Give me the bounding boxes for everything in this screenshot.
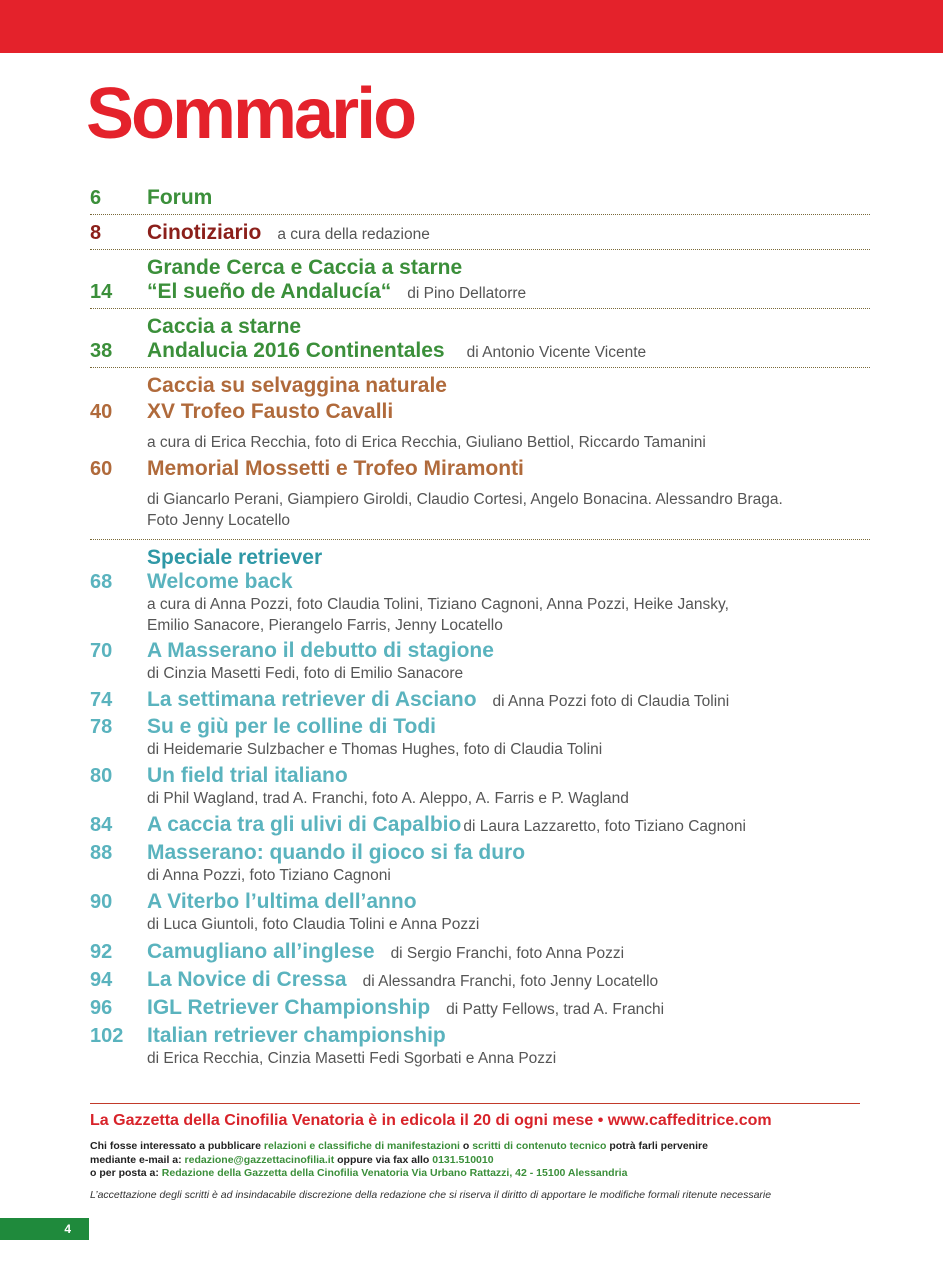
footer-divider <box>90 1103 860 1104</box>
toc-entry-camugliano[interactable] <box>90 940 870 964</box>
page-number: 68 <box>90 571 113 593</box>
entry-byline: Emilio Sanacore, Pierangelo Farris, Jenny Locatello <box>147 617 503 634</box>
toc-entry-masserano-duro[interactable] <box>90 841 870 886</box>
divider <box>90 367 870 368</box>
entry-byline: di Anna Pozzi, foto Tiziano Cagnoni <box>147 867 391 884</box>
toc-entry-cinotiziario[interactable] <box>90 221 870 245</box>
divider <box>90 214 870 215</box>
entry-title: Memorial Mossetti e Trofeo Miramonti <box>147 457 524 480</box>
entry-byline: di Anna Pozzi foto di Claudia Tolini <box>492 693 730 710</box>
page-number-box: 4 <box>0 1218 89 1240</box>
page-number: 90 <box>90 891 113 913</box>
entry-byline: di Giancarlo Perani, Giampiero Giroldi, Claudio Cortesi, Angelo Bonacina. Alessandro Braga. <box>147 491 783 508</box>
entry-byline: a cura di Erica Recchia, foto di Erica Recchia, Giuliano Bettiol, Riccardo Tamanini <box>147 434 706 451</box>
entry-byline: di Luca Giuntoli, foto Claudia Tolini e Anna Pozzi <box>147 916 480 933</box>
entry-title: Un field trial italiano <box>147 764 348 787</box>
page-number: 40 <box>90 401 113 423</box>
entry-title: A Masserano il debutto di stagione <box>147 639 494 662</box>
section-label: Grande Cerca e Caccia a starne <box>147 256 463 279</box>
divider <box>90 308 870 309</box>
entry-title: “El sueño de Andalucía“ <box>147 280 392 303</box>
toc-entry-grande-cerca[interactable] <box>90 256 870 304</box>
toc-entry-asciano[interactable] <box>90 688 870 712</box>
toc-entry-andalucia[interactable] <box>90 315 870 363</box>
page-number: 88 <box>90 842 113 864</box>
entry-byline: di Erica Recchia, Cinzia Masetti Fedi Sgorbati e Anna Pozzi <box>147 1050 557 1067</box>
toc-entry-welcome[interactable] <box>90 570 870 636</box>
entry-byline: di Laura Lazzaretto, foto Tiziano Cagnoni <box>463 818 746 835</box>
page-number: 78 <box>90 716 113 738</box>
entry-byline: a cura di Anna Pozzi, foto Claudia Tolini, Tiziano Cagnoni, Anna Pozzi, Heike Jansky, <box>147 596 729 613</box>
page-number: 96 <box>90 997 113 1019</box>
entry-title: La settimana retriever di Asciano <box>147 688 477 711</box>
section-label: Caccia a starne <box>147 315 302 338</box>
page-number: 38 <box>90 340 113 362</box>
entry-byline: di Patty Fellows, trad A. Franchi <box>446 1001 665 1018</box>
entry-byline: di Alessandra Franchi, foto Jenny Locatello <box>362 973 659 990</box>
footer-contact: Chi fosse interessato a pubblicare relazioni e classifiche di manifestazioni o scritti di contenuto tecnico potrà farli pervenire mediante e-mail a: redazione@gazzettacinofilia.it oppure via fax allo 0131.510010 o per posta a: Redazione della Gazzetta della Cinofilia Venatoria Via Urbano Rattazzi, 42 - 15100 Alessandria <box>90 1140 708 1179</box>
entry-title: Su e giù per le colline di Todi <box>147 715 436 738</box>
entry-title: Italian retriever championship <box>147 1024 446 1047</box>
footer-disclaimer: L’accettazione degli scritti è ad insindacabile discrezione della redazione che si riserva il diritto di apportare le modifiche formali ritenute necessarie <box>90 1189 772 1201</box>
entry-title: Cinotiziario <box>147 221 262 244</box>
entry-title: A Viterbo l’ultima dell’anno <box>147 890 417 913</box>
toc-entry-todi[interactable] <box>90 715 870 760</box>
page-number: 74 <box>90 689 113 711</box>
entry-byline: di Heidemarie Sulzbacher e Thomas Hughes, foto di Claudia Tolini <box>147 741 603 758</box>
email-link[interactable]: redazione@gazzettacinofilia.it <box>184 1153 335 1166</box>
entry-title: Masserano: quando il gioco si fa duro <box>147 841 526 864</box>
page-number: 8 <box>90 222 102 244</box>
top-red-band <box>0 0 943 53</box>
page-number: 70 <box>90 640 113 662</box>
entry-title: Camugliano all’inglese <box>147 940 375 963</box>
entry-byline: a cura della redazione <box>277 226 430 243</box>
entry-title: Welcome back <box>147 570 293 593</box>
section-label: Caccia su selvaggina naturale <box>147 374 447 397</box>
toc-entry-igl[interactable] <box>90 996 870 1020</box>
footer-headline: La Gazzetta della Cinofilia Venatoria è in edicola il 20 di ogni mese • www.caffeditrice.com <box>90 1112 772 1129</box>
entry-title: IGL Retriever Championship <box>147 996 431 1019</box>
divider <box>90 249 870 250</box>
page-number: 84 <box>90 814 113 836</box>
toc-entry-field-trial[interactable] <box>90 764 870 809</box>
entry-byline: di Phil Wagland, trad A. Franchi, foto A. Aleppo, A. Farris e P. Wagland <box>147 790 629 807</box>
entry-title: XV Trofeo Fausto Cavalli <box>147 400 394 423</box>
toc-entry-italian-championship[interactable] <box>90 1024 870 1069</box>
entry-title: Forum <box>147 186 213 209</box>
divider <box>90 539 870 540</box>
page-number: 14 <box>90 281 113 303</box>
table-of-contents <box>90 186 870 1069</box>
page-number: 60 <box>90 458 113 480</box>
toc-entry-forum[interactable] <box>90 186 870 210</box>
entry-byline: di Cinzia Masetti Fedi, foto di Emilio Sanacore <box>147 665 464 682</box>
page-number: 92 <box>90 941 113 963</box>
section-label: Speciale retriever <box>147 546 323 569</box>
toc-entry-masserano-debutto[interactable] <box>90 639 870 684</box>
entry-byline: di Pino Dellatorre <box>407 285 527 302</box>
page-title: Sommario <box>86 74 415 154</box>
toc-entry-novice-cressa[interactable] <box>90 968 870 992</box>
entry-byline: di Antonio Vicente Vicente <box>466 344 647 361</box>
entry-byline: Foto Jenny Locatello <box>147 512 291 529</box>
toc-entry-mossetti[interactable] <box>90 457 870 531</box>
toc-entry-viterbo[interactable] <box>90 890 870 935</box>
entry-title: A caccia tra gli ulivi di Capalbio <box>147 813 462 836</box>
toc-entry-capalbio[interactable] <box>90 813 870 837</box>
entry-title: La Novice di Cressa <box>147 968 347 991</box>
page-number: 102 <box>90 1025 124 1047</box>
entry-byline: di Sergio Franchi, foto Anna Pozzi <box>390 945 625 962</box>
entry-title: Andalucia 2016 Continentales <box>147 339 445 362</box>
page-number: 80 <box>90 765 113 787</box>
toc-entry-cavalli[interactable] <box>90 400 870 453</box>
page-number: 94 <box>90 969 113 991</box>
page-number: 6 <box>90 187 102 209</box>
